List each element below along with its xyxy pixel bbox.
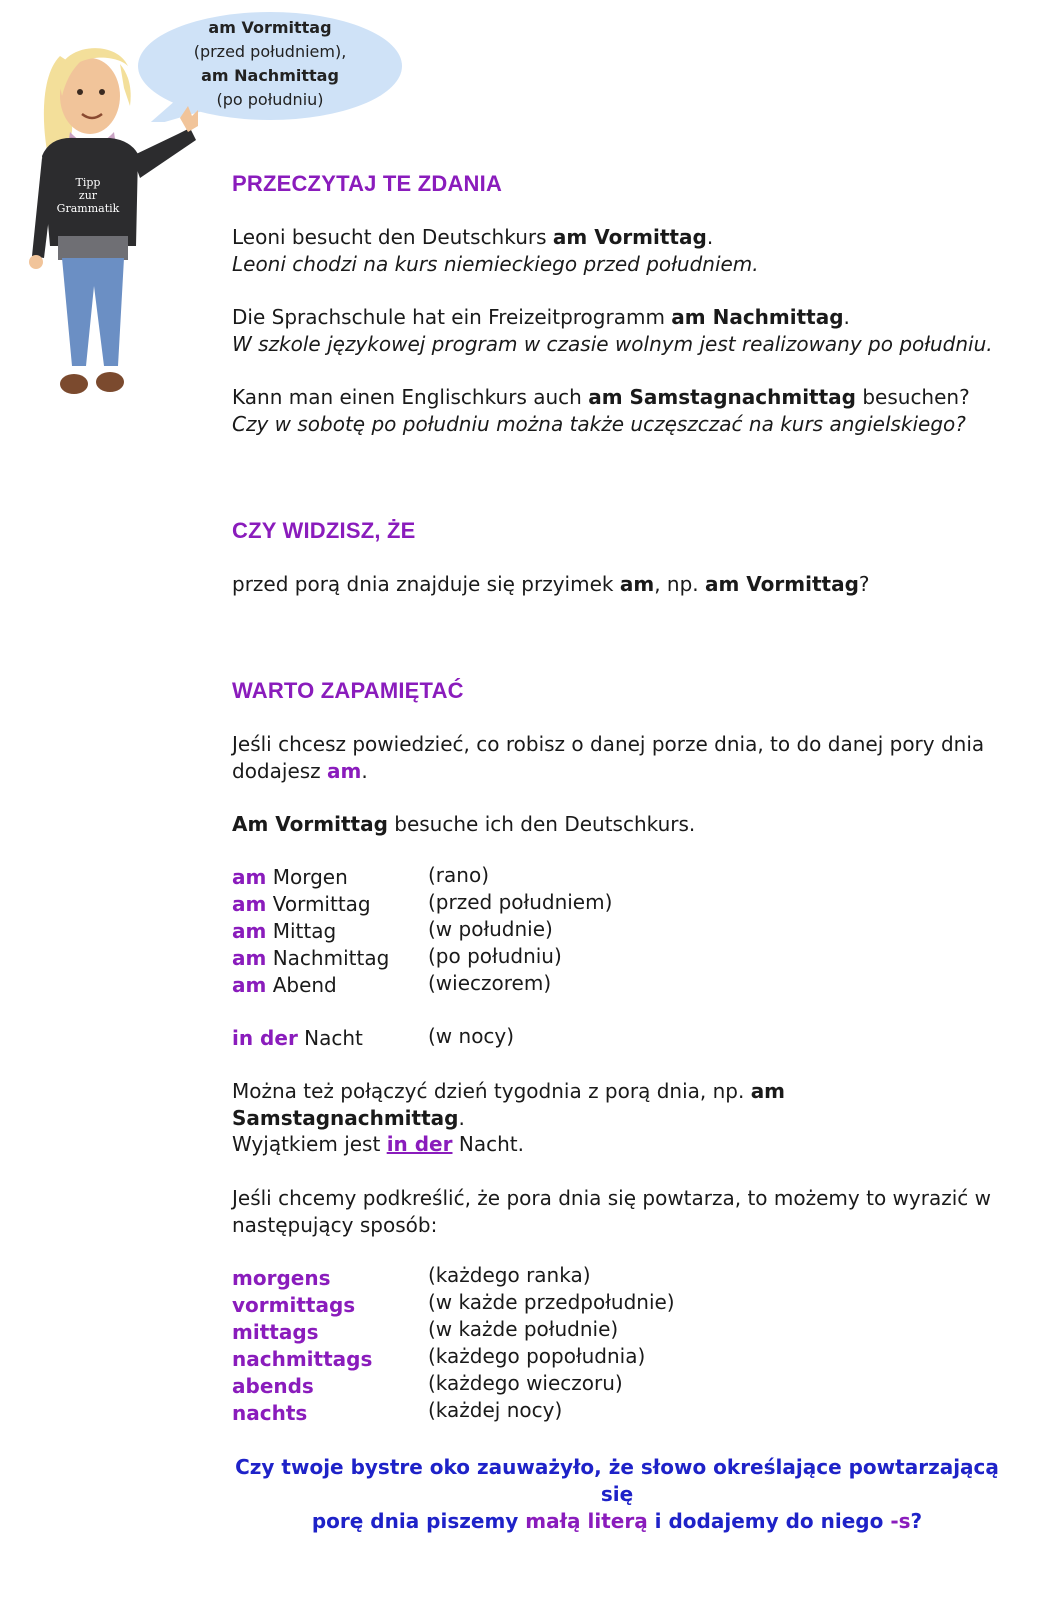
observation-bold-example: am Vormittag [705,572,859,596]
list-item [232,972,337,999]
adverb-item: abends [232,1374,314,1398]
exception-end: Nacht. [452,1132,524,1156]
list-item [232,891,371,918]
list-prep: am [232,892,267,916]
repeat-line-1: Jeśli chcemy podkreślić, że pora dnia się powtarza, to możemy to wyrazić w [232,1186,991,1210]
list-word: Nacht [297,1026,363,1050]
sentence-2-end: . [843,305,850,329]
repeat-line-2: następujący sposób: [232,1213,438,1237]
sentence-2-text: Die Sprachschule hat ein Freizeitprogramm [232,305,672,329]
list-word: Vormittag [266,892,371,916]
list-translation: (w nocy) [428,1024,515,1048]
sentence-3-end: besuchen? [855,385,970,409]
example-rest: besuche ich den Deutschkurs. [387,812,696,836]
example-bold: Am Vormittag [232,812,388,836]
exception-pre: Wyjątkiem jest [232,1132,387,1156]
list-translation: (rano) [428,863,489,887]
adverb-item: nachts [232,1401,308,1425]
list-prep: am [232,973,267,997]
adverb-translation: (w każde południe) [428,1317,619,1341]
list-translation: (w południe) [428,917,553,941]
list-translation: (przed południem) [428,890,613,914]
observation-mid: , np. [654,572,705,596]
adverb-translation: (każdej nocy) [428,1398,563,1422]
exception-link[interactable]: in der [386,1132,453,1156]
footer-line-2-end: ? [910,1509,923,1533]
adverb-translation: (każdego ranka) [428,1263,591,1287]
rule-line-2: dodajesz [232,759,328,783]
list-translation: (po południu) [428,944,562,968]
rule-am: am [327,759,362,783]
list-prep: in der [232,1026,298,1050]
combo-pre: Można też połączyć dzień tygodnia z porą dnia, np. [232,1079,751,1103]
list-item-night [232,1025,363,1052]
sentence-1-translation: Leoni chodzi na kurs niemieckiego przed południem. [232,252,759,276]
example-sentence [232,811,1012,838]
list-translation: (wieczorem) [428,971,552,995]
footer-highlight-1: małą literą [525,1509,648,1533]
bubble-line-3: am Nachmittag [201,66,339,85]
list-word: Morgen [266,865,348,889]
footer-highlight-2: -s [890,1509,911,1533]
repeat-paragraph [232,1185,1012,1239]
adverb-item: vormittags [232,1293,356,1317]
bubble-line-4: (po południu) [216,90,324,109]
list-prep: am [232,919,267,943]
observation-bold-am: am [619,572,655,596]
bubble-line-2: (przed południem), [193,42,347,61]
combo-sentence [232,1078,1022,1132]
list-item [232,918,336,945]
observation-end: ? [858,572,870,596]
bubble-line-1: am Vormittag [208,18,332,37]
adverb-item: nachmittags [232,1347,373,1371]
sentence-2-translation: W szkole językowej program w czasie wolnym jest realizowany po południu. [232,332,993,356]
sentence-1-end: . [706,225,714,249]
sentence-2 [232,304,1012,358]
sentence-3 [232,384,1012,438]
sentence-3-bold: am Samstagnachmittag [588,385,856,409]
footer-line-2-mid: i dodajemy do niego [647,1509,891,1533]
sentence-1 [232,224,1012,278]
shirt-text-3: Grammatik [56,202,120,215]
footer-line-2-pre: porę dnia piszemy [311,1509,526,1533]
observation-text [232,571,1012,598]
adverb-item: morgens [232,1266,331,1290]
heading-warto: WARTO ZAPAMIĘTAĆ [232,678,464,703]
exception-sentence [232,1131,1012,1158]
sentence-2-bold: am Nachmittag [671,305,844,329]
list-word: Mittag [266,919,337,943]
adverb-translation: (w każde przedpołudnie) [428,1290,675,1314]
rule-line-1: Jeśli chcesz powiedzieć, co robisz o danej porze dnia, to do danej pory dnia [232,732,985,756]
combo-bold: am Samstagnachmittag [232,1079,786,1130]
shirt-text-1: Tipp [75,176,101,189]
observation-pre: przed porą dnia znajduje się przyimek [232,572,620,596]
sentence-1-text: Leoni besucht den Deutschkurs [232,225,553,249]
footer-line-1: Czy twoje bystre oko zauważyło, że słowo określające powtarzającą się [235,1455,999,1506]
heading-przeczytaj: PRZECZYTAJ TE ZDANIA [232,171,503,196]
list-word: Abend [266,973,337,997]
list-item [232,864,348,891]
sentence-3-translation: Czy w sobotę po południu można także uczęszczać na kurs angielskiego? [232,412,966,436]
sentence-1-bold: am Vormittag [552,225,707,249]
adverb-translation: (każdego popołudnia) [428,1344,646,1368]
list-word: Nachmittag [266,946,390,970]
shirt-text-2: zur [78,189,98,202]
character-illustration [20,36,210,406]
footer-question [222,1454,1012,1535]
rule-end: . [361,759,368,783]
list-prep: am [232,865,267,889]
sentence-3-text: Kann man einen Englischkurs auch [232,385,589,409]
list-prep: am [232,946,267,970]
combo-end: . [458,1106,465,1130]
heading-czy-widzisz: CZY WIDZISZ, ŻE [232,518,416,543]
rule-paragraph [232,731,1012,785]
adverb-item: mittags [232,1320,319,1344]
list-item [232,945,389,972]
adverb-translation: (każdego wieczoru) [428,1371,623,1395]
